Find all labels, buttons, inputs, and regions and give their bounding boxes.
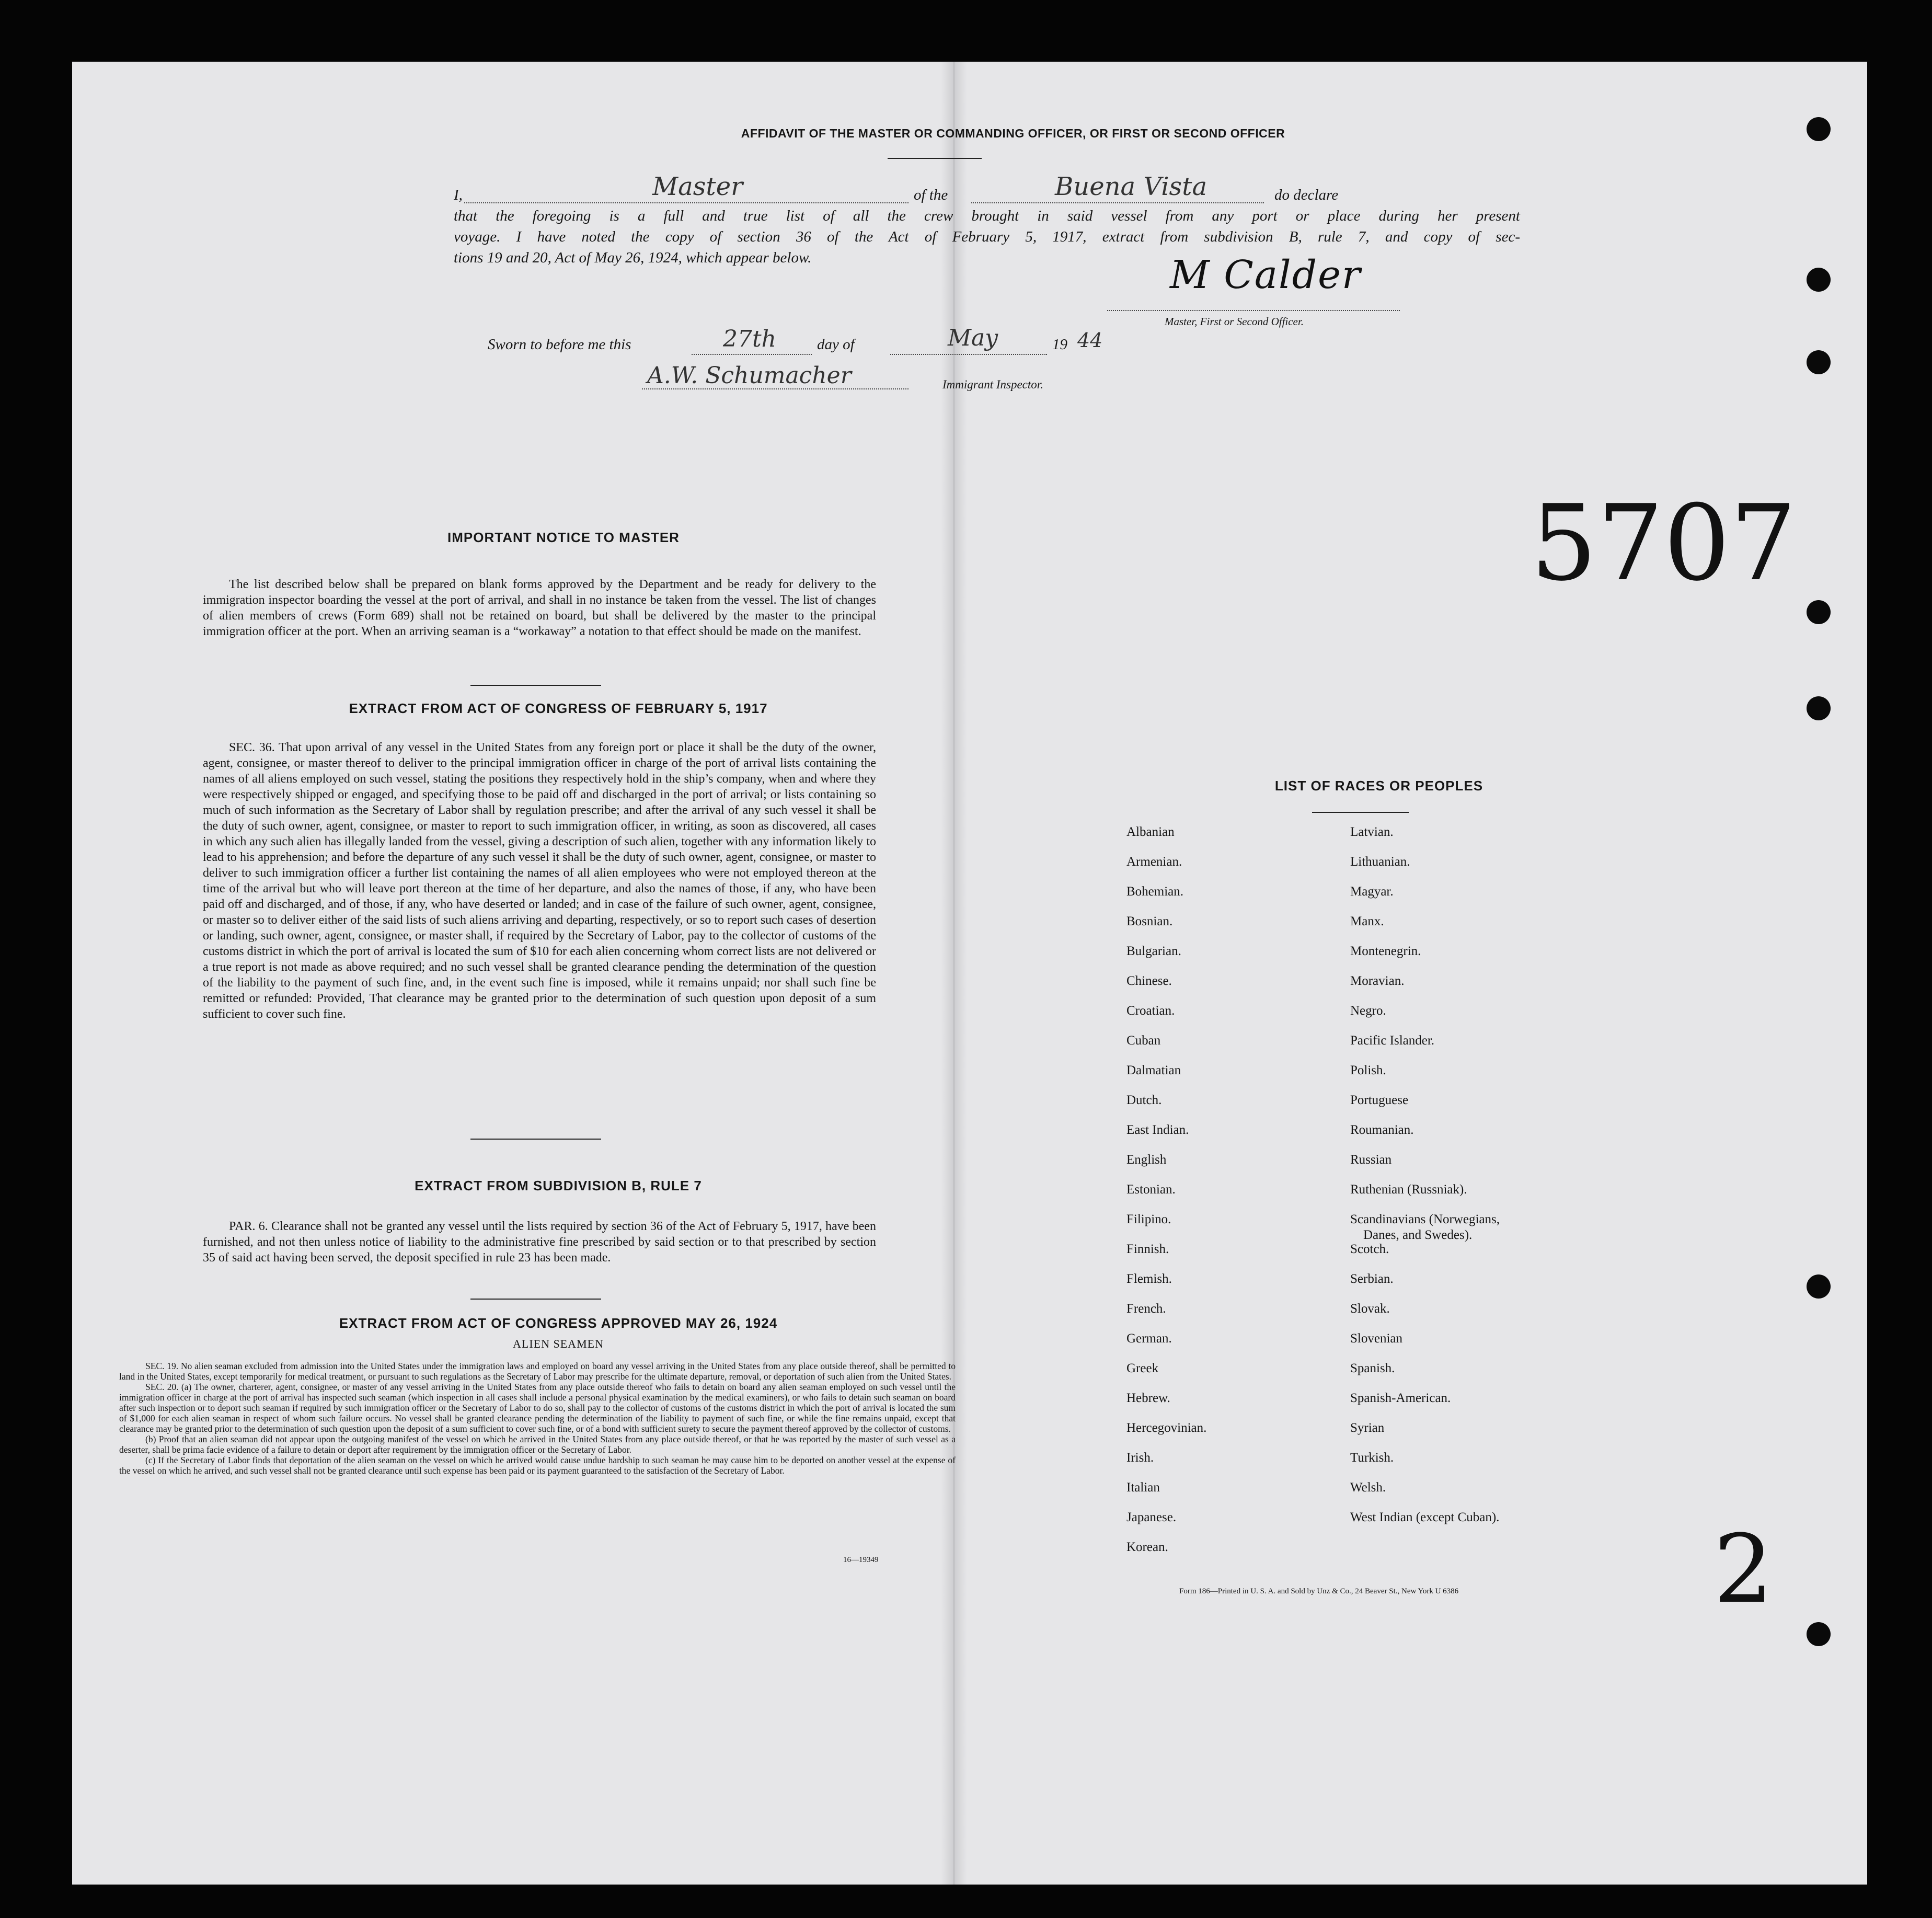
affidavit-line-2: that the foregoing is a full and true list of all the crew brought in said vessel from any port or place during her present <box>454 208 1520 224</box>
race-item: Polish. <box>1350 1063 1386 1077</box>
race-item: Scandinavians (Norwegians, <box>1350 1212 1500 1226</box>
race-item: German. <box>1126 1331 1172 1346</box>
document-page <box>72 62 1867 1885</box>
race-item: Latvian. <box>1350 825 1394 839</box>
race-item: Albanian <box>1126 825 1175 839</box>
race-item: Hebrew. <box>1126 1391 1170 1405</box>
races-heading: LIST OF RACES OR PEOPLES <box>1274 778 1484 794</box>
race-item: Magyar. <box>1350 885 1394 899</box>
race-item: Greek <box>1126 1361 1159 1375</box>
races-rule <box>1312 812 1409 813</box>
race-item: Lithuanian. <box>1350 855 1410 869</box>
punch-hole <box>1807 600 1831 624</box>
race-item: Hercegovinian. <box>1126 1421 1207 1435</box>
extract-1917-text: SEC. 36. That upon arrival of any vessel in the United States from any foreign port or place it shall be the duty of the owner, agent, consignee, or master thereof to deliver to the principal immigration officer in charge of the port of arrival lists containing the names of all aliens employed on such vessel, stating the positions they respectively hold in the ship’s company, when and where they were respectively shipped or engaged, and specifying those to be paid off and discharged in the port of arrival; or lists containing so much of such information as the Secretary of Labor shall by regulation prescribe; and after the arrival of any such vessel it shall be the duty of such owner, agent, consignee, or master to report to such immigration officer, in writing, as soon as discovered, all cases in which any such alien has illegally landed from the vessel, giving a description of such alien, together with any information likely to lead to his apprehension; and before the departure of any such vessel it shall be the duty of such owner, agent, consignee, or master to deliver to such immigration officer a further list containing the names of all alien employees who were not employed thereon at the time of the arrival but who will leave port thereon at the time of her departure, and also the names of those, if any, who have been paid off and discharged, and of those, if any, who have deserted or landed; and in case of the failure of such owner, agent, consignee, or master so to deliver either of the said lists of such aliens arriving and departing, respectively, or so to report such cases of desertion or landing, such owner, agent, consignee, or master shall, if required by the Secretary of Labor, pay to the collector of customs of the customs district in which the port of arrival is located the sum of $10 for each alien concerning whom correct lists are not delivered or a true report is not made as above required; and no such vessel shall be granted clearance pending the determination of the question of the liability to the payment of such fine, and, in the event such fine is imposed, while it remains unpaid; nor shall such fine be remitted or refunded: Provided, That clearance may be granted prior to the determination of such question upon deposit of a sum sufficient to cover such fine. <box>203 741 876 1021</box>
affidavit-title: AFFIDAVIT OF THE MASTER OR COMMANDING OFFICER, OR FIRST OR SECOND OFFICER <box>741 127 1285 140</box>
race-item: Roumanian. <box>1350 1123 1414 1137</box>
race-item: Estonian. <box>1126 1182 1176 1197</box>
title-rule <box>888 158 982 159</box>
race-item: English <box>1126 1153 1167 1167</box>
race-item: Cuban <box>1126 1033 1161 1048</box>
day-of-label: day of <box>817 336 855 353</box>
race-item: Negro. <box>1350 1004 1386 1018</box>
extract-rule7-text: PAR. 6. Clearance shall not be granted any vessel until the lists required by section 36 of the Act of February 5, 1917, have been furnished, and not then unless notice of liability to the administrative fine prescribed by said section or to that prescribed by section 35 of said act having been served, the deposit specified in rule 23 has been made. <box>203 1220 876 1265</box>
sec-20a: SEC. 20. (a) The owner, charterer, agent, consignee, or master of any vessel arriving in the United States from any place outside thereof who fails to detain on board any alien seaman employed on such vessel until the immigration officer in charge at the port of arrival has inspected such seaman (which inspection in all cases shall include a personal physical examination by the medical examiners), or who fails to detain such seaman on board after such inspection or to deport such seaman if required by such immigration officer or the Secretary of Labor to do so, shall pay to the collector of customs of the customs district in which the port of arrival is located the sum of $1,000 for each alien seaman in respect of whom such failure occurs. No vessel shall be granted clearance pending the determination of the liability to payment of such fine, or while the fine remains unpaid, except that clearance may be granted prior to the determination of such question upon the deposit of a sum sufficient to cover such fine, or of a bond with sufficient surety to secure the payment thereof approved by the collector of customs. <box>119 1382 956 1434</box>
sec-20c: (c) If the Secretary of Labor finds that deportation of the alien seaman on the vessel on which he arrived would cause undue hardship to such seaman he may cause him to be deported on another vessel at the expense of the vessel on which he arrived, and such vessel shall not be granted clearance until such expense has been paid or its payment guaranteed to the satisfaction of the Secretary of Labor. <box>119 1455 956 1476</box>
race-item: Manx. <box>1350 914 1384 928</box>
race-item: French. <box>1126 1302 1166 1316</box>
rule-1 <box>470 685 601 686</box>
form-footer: Form 186—Printed in U. S. A. and Sold by Unz & Co., 24 Beaver St., New York U 6386 <box>1179 1587 1459 1595</box>
race-item: West Indian (except Cuban). <box>1350 1510 1500 1524</box>
race-item: Slovak. <box>1350 1302 1390 1316</box>
race-item: Chinese. <box>1126 974 1172 988</box>
race-item: Irish. <box>1126 1451 1154 1465</box>
race-item: Dalmatian <box>1126 1063 1181 1077</box>
notice-text: The list described below shall be prepared on blank forms approved by the Department and be ready for delivery to the immigration inspector boarding the vessel at the port of arrival, and shall in no instance be taken from the vessel. The list of changes of alien members of crews (Form 689) shall not be retained on board, but shall be delivered by the master to the principal immigration officer at the port. When an arriving seaman is a “workaway” a notation to that effect should be made on the manifest. <box>203 578 876 638</box>
race-item: Welsh. <box>1350 1480 1386 1495</box>
race-item: Bosnian. <box>1126 914 1173 928</box>
affidavit-line-3: voyage. I have noted the copy of section 36 of the Act of February 5, 1917, extract from subdivision B, rule 7, and copy of sec- <box>454 228 1520 245</box>
race-item: Spanish-American. <box>1350 1391 1451 1405</box>
race-item: Croatian. <box>1126 1004 1175 1018</box>
inspector-label: Immigrant Inspector. <box>942 378 1043 391</box>
race-item: East Indian. <box>1126 1123 1189 1137</box>
race-item: Flemish. <box>1126 1272 1172 1286</box>
sworn-line <box>488 325 1220 362</box>
extract-1924-text <box>119 1361 956 1476</box>
race-item: Bulgarian. <box>1126 944 1181 958</box>
do-declare-label: do declare <box>1274 187 1339 203</box>
form-code: 16—19349 <box>843 1556 879 1564</box>
sworn-month-handwritten: May <box>948 325 998 351</box>
race-item: Spanish. <box>1350 1361 1395 1375</box>
inspector-signature: A.W. Schumacher <box>647 362 852 389</box>
punch-hole <box>1807 117 1831 141</box>
alien-seamen-subheading: ALIEN SEAMEN <box>513 1337 604 1350</box>
race-item: Korean. <box>1126 1540 1168 1554</box>
year-printed: 19 <box>1052 336 1067 353</box>
extract-rule7-heading: EXTRACT FROM SUBDIVISION B, RULE 7 <box>415 1178 702 1193</box>
punch-hole <box>1807 350 1831 374</box>
affidavit-lead: I, <box>454 187 463 203</box>
race-item: Syrian <box>1350 1421 1385 1435</box>
master-handwritten: Master <box>652 172 743 201</box>
year-handwritten: 44 <box>1077 329 1103 352</box>
race-item: Japanese. <box>1126 1510 1177 1524</box>
race-item: Montenegrin. <box>1350 944 1421 958</box>
handwritten-check: 2 <box>1714 1515 1774 1624</box>
vessel-handwritten: Buena Vista <box>1055 172 1208 201</box>
rule-3 <box>470 1299 601 1300</box>
notice-heading: IMPORTANT NOTICE TO MASTER <box>447 530 680 545</box>
race-item: Scotch. <box>1350 1242 1389 1256</box>
sworn-day-handwritten: 27th <box>723 326 777 352</box>
race-item: Turkish. <box>1350 1451 1394 1465</box>
punch-hole <box>1807 696 1831 720</box>
race-item: Moravian. <box>1350 974 1405 988</box>
rule-2 <box>470 1139 601 1140</box>
race-item: Finnish. <box>1126 1242 1169 1256</box>
handwritten-number: 5707 <box>1531 483 1797 604</box>
race-item: Dutch. <box>1126 1093 1162 1107</box>
punch-hole <box>1807 1622 1831 1646</box>
race-item: Portuguese <box>1350 1093 1409 1107</box>
sec-19: SEC. 19. No alien seaman excluded from admission into the United States under the immigration laws and employed on board any vessel arriving in the United States from any place outside thereof, shall be permitted to land in the United States, except temporarily for medical treatment, or pursuant to such regulations as the Secretary of Labor may prescribe for the ultimate departure, removal, or deportation of such alien from the United States. <box>119 1361 956 1382</box>
sec-20b: (b) Proof that an alien seaman did not appear upon the outgoing manifest of the vessel on which he arrived in the United States from any place outside thereof, or that he was reported by the master of such vessel as a deserter, shall be prima facie evidence of a failure to detain or deport after requirement by the immigration officer or the Secretary of Labor. <box>119 1434 956 1455</box>
punch-hole <box>1807 268 1831 292</box>
master-officer-label: Master, First or Second Officer. <box>1165 315 1304 328</box>
of-the-label: of the <box>914 187 948 203</box>
race-item: Russian <box>1350 1153 1392 1167</box>
race-item: Ruthenian (Russniak). <box>1350 1182 1467 1197</box>
race-item: Danes, and Swedes). <box>1363 1228 1473 1242</box>
race-item: Pacific Islander. <box>1350 1033 1435 1048</box>
punch-hole <box>1807 1274 1831 1299</box>
race-item: Bohemian. <box>1126 885 1184 899</box>
race-item: Armenian. <box>1126 855 1182 869</box>
race-item: Slovenian <box>1350 1331 1402 1346</box>
master-signature: M Calder <box>1170 252 1362 297</box>
sworn-label: Sworn to before me this <box>488 336 631 353</box>
extract-1917-heading: EXTRACT FROM ACT OF CONGRESS OF FEBRUARY 5, 1917 <box>349 700 768 716</box>
race-item: Italian <box>1126 1480 1160 1495</box>
affidavit-line-4: tions 19 and 20, Act of May 26, 1924, which appear below. <box>454 249 812 266</box>
extract-1924-heading: EXTRACT FROM ACT OF CONGRESS APPROVED MAY 26, 1924 <box>339 1315 778 1331</box>
race-item: Serbian. <box>1350 1272 1394 1286</box>
race-item: Filipino. <box>1126 1212 1171 1226</box>
